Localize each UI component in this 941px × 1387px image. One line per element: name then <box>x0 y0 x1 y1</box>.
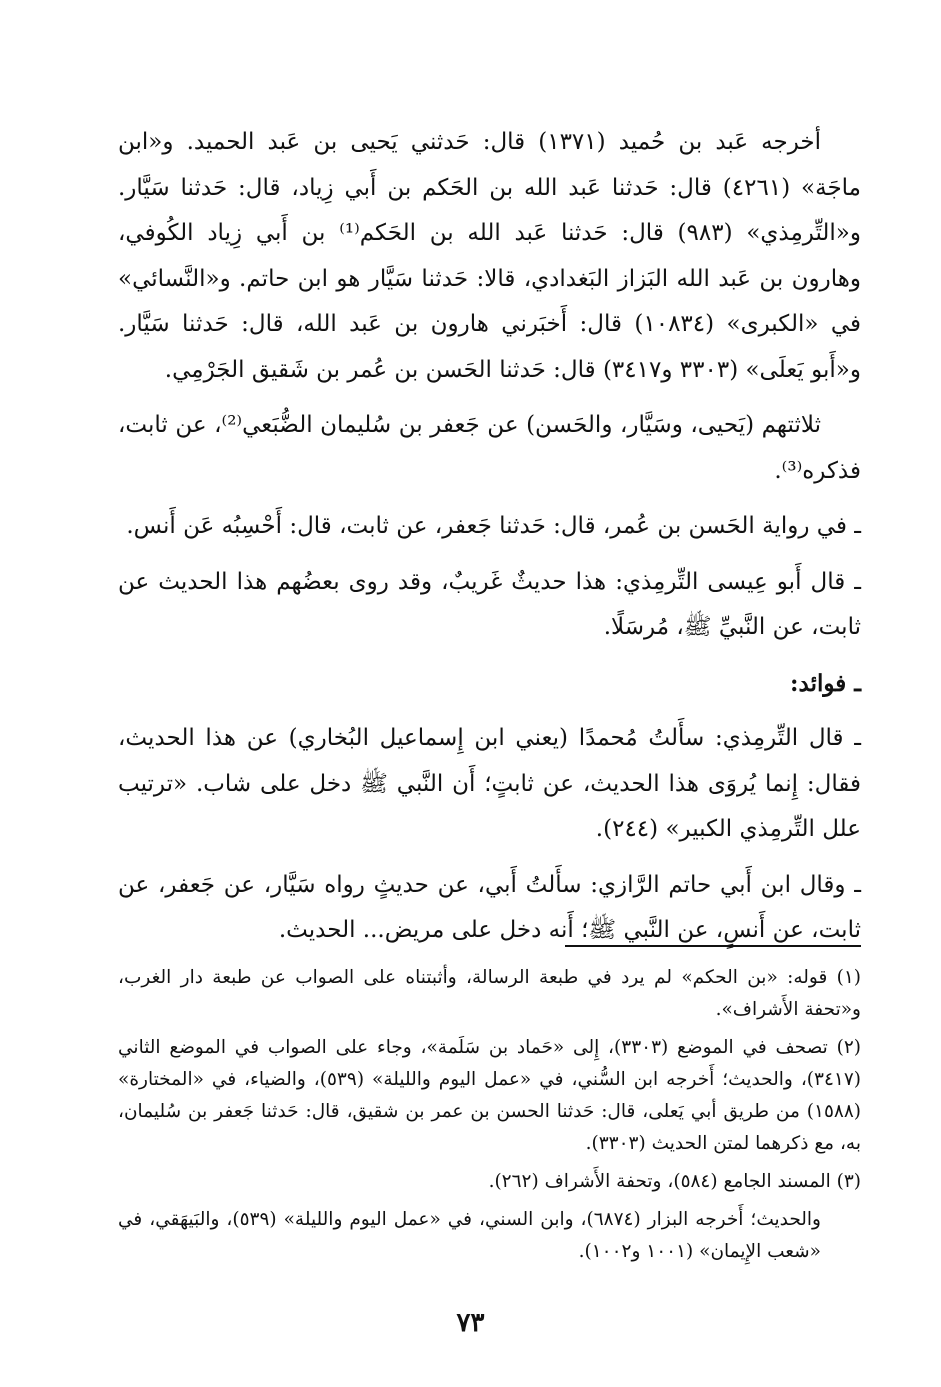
paragraph-takhrij: أخرجه عَبد بن حُميد (١٣٧١) قال: حَدثني يَحيى بن عَبد الحميد. و«ابن ماجَة» (٤٢٦١) قال: حَدثنا عَبد الله بن الحَكم بن أَبي زِياد، قال: حَدثنا سَيَّار. و«التِّرمِذي» (٩٨٣) قال: حَدثنا عَبد الله بن الحَكم⁽¹⁾ بن أَبي زِياد الكُوفي، وهارون بن عَبد الله البَزاز البَغدادي، قالا: حَدثنا سَيَّار هو ابن حاتم. و«النَّسائي» في «الكبرى» (١٠٨٣٤) قال: أَخبَرني هارون بن عَبد الله، قال: حَدثنا سَيَّار. و«أَبو يَعلَى» (٣٣٠٣ و٣٤١٧) قال: حَدثنا الحَسن بن عُمر بن شَقيق الجَرْمِي. <box>118 129 861 383</box>
footnote-3: (٣) المسند الجامع (٥٨٤)، وتحفة الأَشراف (٢٦٢). <box>488 1171 861 1192</box>
paragraph-fawaid-tirmidhi: ـ قال التِّرمِذي: سأَلتُ مُحمدًا (يعني ابن إِسماعيل البُخاري) عن هذا الحديث، فقال: إِنما يُروَى هذا الحديث، عن ثابتٍ؛ أَن النَّبي ﷺ دخل على شاب. «ترتيب علل التِّرمِذي الكبير» (٢٤٤). <box>118 725 861 842</box>
footnote-2: (٢) تصحف في الموضع (٣٣٠٣)، إِلى «حَماد بن سَلَمة»، وجاء على الصواب في الموضع الثاني (٣٤١٧)، والحديث؛ أَخرجه ابن السُّني، في «عمل اليوم والليلة» (٥٣٩)، والضياء، في «المختارة» (١٥٨٨) من طريق أبي يَعلى، قال: حَدثنا الحسن بن عمر بن شقيق، قال: حَدثنا جَعفر بن سُليمان، به، مع ذكرهما لمتن الحديث (٣٣٠٣). <box>118 1037 861 1154</box>
paragraph-thalathatuhum: ثلاثتهم (يَحيى، وسَيَّار، والحَسن) عن جَعفر بن سُليمان الضُّبَعي⁽²⁾، عن ثابت، فذكره⁽³⁾. <box>118 412 861 484</box>
page-number: ٧٣ <box>456 1308 485 1338</box>
paragraph-tirmidhi-comment: ـ قال أَبو عِيسى التِّرمِذي: هذا حديثٌ غَريبٌ، وقد روى بعضُهم هذا الحديث عن ثابت، عن النَّبيِّ ﷺ، مُرسَلًا. <box>118 568 861 640</box>
footnotes <box>118 962 861 1274</box>
paragraph-riwaya: ـ في رواية الحَسن بن عُمر، قال: حَدثنا جَعفر، عن ثابت، قال: أَحْسِبُه عَن أَنس. <box>126 513 861 539</box>
footnote-1: (١) قوله: «بن الحكم» لم يرد في طبعة الرسالة، وأثبتناه على الصواب عن طبعة دار الغرب، و«تحفة الأَشراف». <box>118 967 861 1020</box>
section-heading-fawaid: ـ فوائد: <box>790 669 861 697</box>
footnote-separator <box>565 945 861 947</box>
paragraph-fawaid-abi-hatim: ـ وقال ابن أَبي حاتم الرَّازي: سأَلتُ أَبي، عن حديثٍ رواه سَيَّار، عن جَعفر، عن ثابت، عن أَنسٍ، عن النَّبي ﷺ؛ أَنه دخل على مريض... الحديث. <box>118 871 861 943</box>
footnote-3-continuation: والحديث؛ أَخرجه البزار (٦٨٧٤)، وابن السني، في «عمل اليوم والليلة» (٥٣٩)، والبَيهَقي، في «شعب الإِيمان» (١٠٠١ و١٠٠٢). <box>118 1209 821 1262</box>
main-text <box>118 120 861 964</box>
